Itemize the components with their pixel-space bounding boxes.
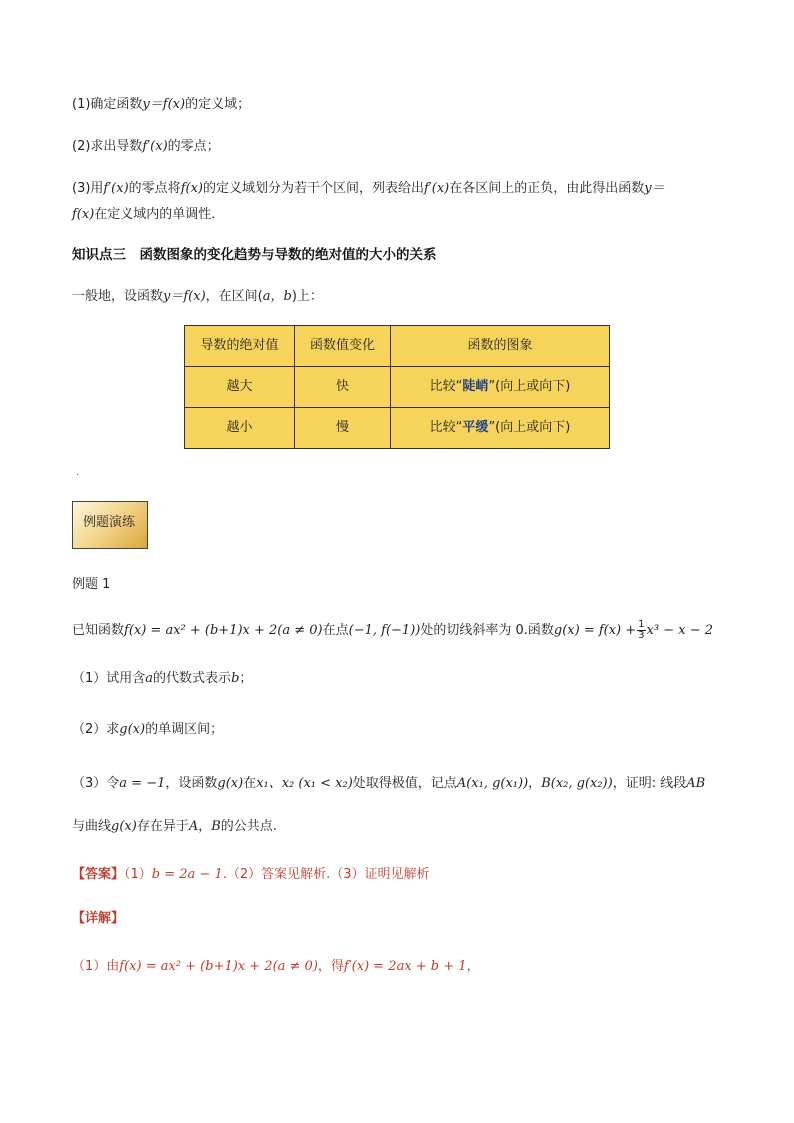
detail-tag: 【详解】 [72, 911, 125, 926]
example-practice-box: 例题演练 [72, 501, 148, 549]
table-row: 越小 慢 比较“平缓”(向上或向下) [185, 408, 610, 449]
section-intro: 一般地，设函数y＝f(x)，在区间(a，b)上： [72, 289, 323, 304]
header-graph: 函数的图象 [391, 326, 610, 367]
fraction-one-third: $\frac{1}{3}$ [638, 619, 645, 641]
math-y-eq-fx: y＝f(x) [142, 97, 186, 112]
question-3-line2: 与曲线g(x)存在异于A，B的公共点. [72, 819, 277, 834]
table-header-row [185, 326, 610, 367]
header-abs: 导数的绝对值 [185, 326, 295, 367]
section-title: 知识点三 函数图象的变化趋势与导数的绝对值的大小的关系 [72, 247, 437, 263]
step-2: (2)求出导数f′(x)的零点； [72, 139, 220, 154]
math-f-prime: f′(x) [142, 139, 168, 154]
answer-line: 【答案】（1）b = 2a − 1.（2）答案见解析.（3）证明见解析 [72, 867, 430, 882]
table-row: 越大 快 比较“陡峭”(向上或向下) [185, 367, 610, 408]
step-3-line2: f(x)在定义域内的单调性． [72, 207, 225, 222]
header-change: 函数值变化 [295, 326, 391, 367]
question-1: （1）试用含a的代数式表示b； [72, 671, 253, 686]
derivative-relation-table [184, 325, 610, 449]
answer-tag: 【答案】 [72, 867, 125, 882]
step-3-line1: (3)用f′(x)的零点将f(x)的定义域划分为若干个区间，列表给出f′(x)在各区间上的正负，由此得出函数y＝ [72, 181, 665, 196]
question-3-line1: （3）令a = −1，设函数g(x)在x₁、x₂ (x₁ < x₂)处取得极值，记点A(x₁, g(x₁))，B(x₂, g(x₂))，证明: 线段AB [72, 776, 706, 791]
example-label: 例题 1 [72, 577, 111, 592]
stray-mark: · [76, 470, 80, 481]
detail-line-1: （1）由f(x) = ax² + (b+1)x + 2(a ≠ 0)，得f′(x) = 2ax + b + 1， [72, 959, 480, 974]
question-2: （2）求g(x)的单调区间； [72, 722, 224, 737]
example-stem: 已知函数f(x) = ax² + (b+1)x + 2(a ≠ 0)在点(−1, f(−1))处的切线斜率为 0.函数g(x) = f(x) + $\frac{1}{3}$ x³ − x − 2 [72, 619, 713, 641]
step-1: (1)确定函数y＝f(x)的定义域； [72, 97, 251, 112]
